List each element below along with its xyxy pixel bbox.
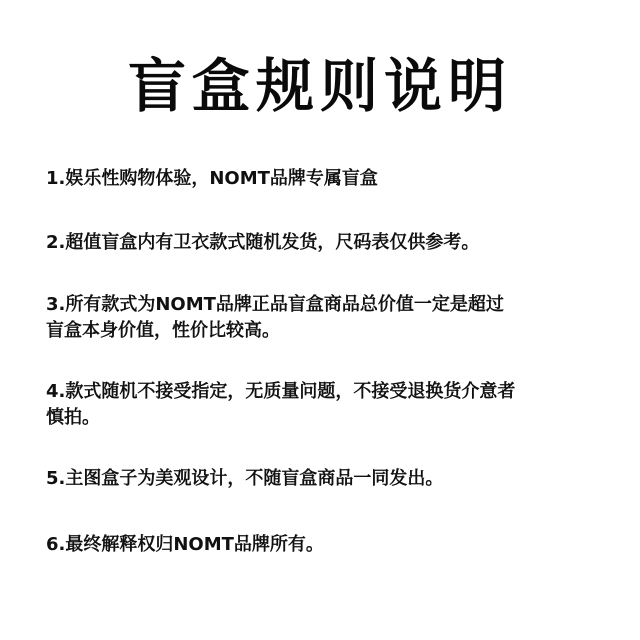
- rule-item-2: [46, 230, 606, 256]
- rule-item-1: [46, 166, 606, 192]
- rule-text-line: 盲盒本身价值，性价比较高。: [46, 320, 280, 341]
- rule-item-6: [46, 532, 606, 558]
- page-title: 盲盒规则说明: [127, 52, 512, 120]
- rule-text-line: 6.最终解释权归NOMT品牌所有。: [46, 534, 324, 555]
- rule-item-3: [46, 292, 606, 344]
- rule-text-line: 2.超值盲盒内有卫衣款式随机发货，尺码表仅供参考。: [46, 232, 480, 253]
- rule-text-line: 慎拍。: [46, 407, 100, 428]
- rule-text-line: 3.所有款式为NOMT品牌正品盲盒商品总价值一定是超过: [46, 294, 504, 315]
- rule-text-line: 5.主图盒子为美观设计，不随盲盒商品一同发出。: [46, 468, 444, 489]
- rule-item-5: [46, 466, 606, 492]
- rule-item-4: [46, 379, 606, 431]
- rule-text-line: 1.娱乐性购物体验，NOMT品牌专属盲盒: [46, 168, 378, 189]
- rule-text-line: 4.款式随机不接受指定，无质量问题，不接受退换货介意者: [46, 381, 516, 402]
